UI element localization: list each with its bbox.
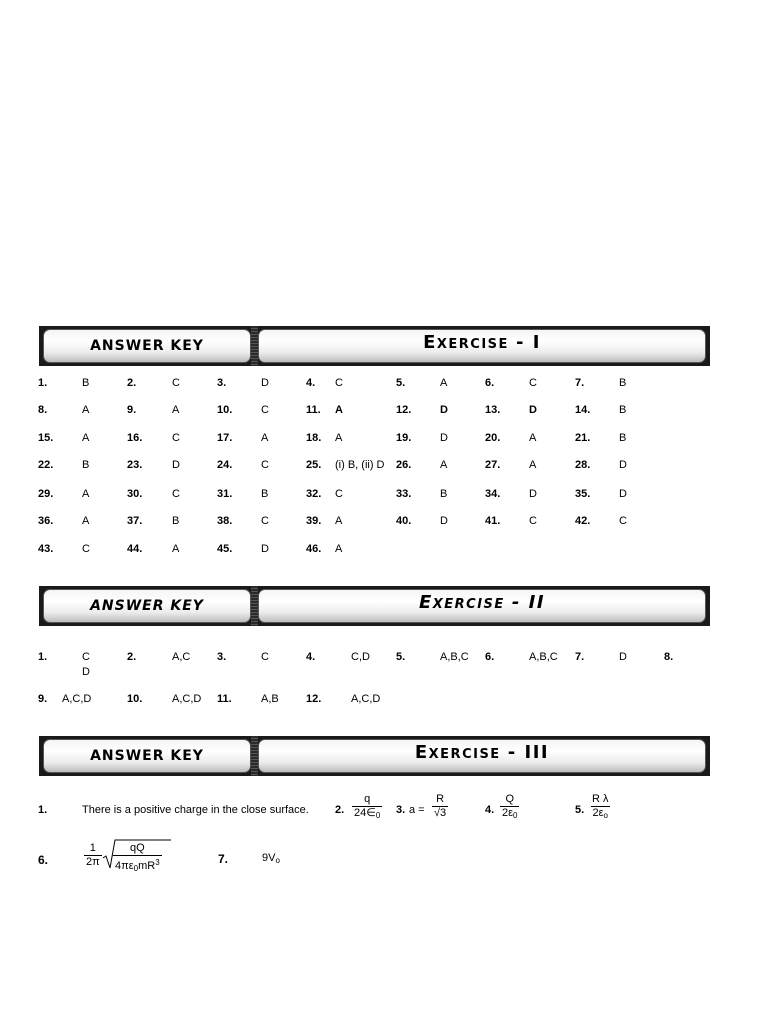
answer-key-label-box bbox=[43, 589, 251, 623]
ex3-q2-number: 2. bbox=[335, 804, 345, 816]
question-number: 45. bbox=[217, 543, 233, 555]
question-number: 24. bbox=[217, 459, 233, 471]
answer-value: B bbox=[619, 404, 627, 416]
question-number: 6. bbox=[485, 651, 495, 663]
answer-value: C bbox=[261, 515, 269, 527]
answer-value: C bbox=[335, 377, 343, 389]
answer-value: A bbox=[82, 432, 90, 444]
question-number: 4. bbox=[306, 651, 316, 663]
answer-value: C bbox=[261, 404, 269, 416]
question-number: 22. bbox=[38, 459, 54, 471]
answer-value: A,C,D bbox=[172, 693, 202, 705]
answer-row bbox=[0, 488, 768, 506]
answer-value: D bbox=[619, 651, 627, 663]
answer-value: A bbox=[335, 543, 343, 555]
answer-value: D bbox=[529, 488, 537, 500]
question-number: 3. bbox=[217, 651, 227, 663]
question-number: 5. bbox=[396, 377, 406, 389]
answer-value: B bbox=[172, 515, 180, 527]
exercise-title: EXERCISE - I bbox=[423, 331, 541, 353]
question-number: 26. bbox=[396, 459, 412, 471]
answer-value: A bbox=[82, 515, 90, 527]
question-number: 40. bbox=[396, 515, 412, 527]
question-number: 6. bbox=[485, 377, 495, 389]
question-number: 21. bbox=[575, 432, 591, 444]
question-number: 13. bbox=[485, 404, 501, 416]
answer-key-label: ANSWER KEY bbox=[90, 338, 204, 354]
answer-value: A bbox=[172, 404, 180, 416]
question-number: 8. bbox=[38, 404, 48, 416]
question-number: 5. bbox=[396, 651, 406, 663]
answer-value: A bbox=[335, 432, 343, 444]
answer-row bbox=[0, 404, 768, 422]
question-number: 2. bbox=[127, 377, 137, 389]
ex3-q3-fraction: $\frac{R}{√3}$ bbox=[434, 793, 447, 819]
answer-value: C bbox=[82, 543, 90, 555]
question-number: 8. bbox=[664, 651, 674, 663]
ex3-q3-number: 3. bbox=[396, 804, 406, 816]
ex3-q7-answer: $9V_o$ bbox=[262, 852, 280, 865]
question-number: 9. bbox=[38, 693, 48, 705]
answer-value: C bbox=[261, 651, 269, 663]
question-number: 28. bbox=[575, 459, 591, 471]
answer-value: A bbox=[82, 404, 90, 416]
question-number: 2. bbox=[127, 651, 137, 663]
answer-value: C bbox=[529, 515, 537, 527]
ex3-q3-prefix: a = bbox=[409, 804, 425, 816]
answer-value: A,B bbox=[261, 693, 279, 705]
question-number: 16. bbox=[127, 432, 143, 444]
question-number: 27. bbox=[485, 459, 501, 471]
answer-row bbox=[0, 432, 768, 450]
question-number: 32. bbox=[306, 488, 322, 500]
answer-value: D bbox=[261, 543, 269, 555]
answer-value: A,C,D bbox=[62, 693, 92, 705]
answer-key-label-box bbox=[43, 329, 251, 363]
question-number: 11. bbox=[306, 404, 321, 416]
answer-key-label: ANSWER KEY bbox=[90, 598, 204, 614]
answer-value: C bbox=[261, 459, 269, 471]
exercise-3-banner bbox=[39, 736, 710, 776]
answer-value: C,D bbox=[351, 651, 370, 663]
ex3-q6-coefficient: $\frac{1}{2\pi}$ bbox=[86, 842, 100, 868]
answer-value: D bbox=[172, 459, 180, 471]
question-number: 43. bbox=[38, 543, 54, 555]
answer-value: B bbox=[440, 488, 448, 500]
question-number: 42. bbox=[575, 515, 591, 527]
exercise-title-box bbox=[258, 589, 706, 623]
answer-row bbox=[0, 543, 768, 561]
question-number: 31. bbox=[217, 488, 233, 500]
question-number: 23. bbox=[127, 459, 143, 471]
question-number: 10. bbox=[127, 693, 143, 705]
answer-value: A,C,D bbox=[351, 693, 381, 705]
exercise-title-box bbox=[258, 739, 706, 773]
question-number: 46. bbox=[306, 543, 322, 555]
ex3-q4-number: 4. bbox=[485, 804, 495, 816]
ex3-q5-fraction: $\frac{\text{R λ}}{2\varepsilon_o}$ bbox=[592, 793, 609, 820]
ex3-q1-answer: There is a positive charge in the close surface. bbox=[82, 804, 309, 816]
answer-value: C bbox=[619, 515, 627, 527]
ex3-q1-number: 1. bbox=[38, 804, 48, 816]
answer-value: A,B,C bbox=[529, 651, 558, 663]
question-number: 3. bbox=[217, 377, 227, 389]
ex3-q7-number: 7. bbox=[218, 852, 229, 866]
question-number: 30. bbox=[127, 488, 143, 500]
question-number: 38. bbox=[217, 515, 233, 527]
answer-key-label-box bbox=[43, 739, 251, 773]
answer-row bbox=[0, 377, 768, 395]
answer-row bbox=[0, 693, 768, 711]
answer-value: (i) B, (ii) D bbox=[335, 459, 385, 471]
question-number: 20. bbox=[485, 432, 501, 444]
question-number: 12. bbox=[396, 404, 412, 416]
question-number: 35. bbox=[575, 488, 591, 500]
answer-value: A bbox=[529, 432, 537, 444]
question-number: 14. bbox=[575, 404, 591, 416]
answer-value: B bbox=[619, 432, 627, 444]
question-number: 36. bbox=[38, 515, 54, 527]
question-number: 44. bbox=[127, 543, 143, 555]
answer-value: A bbox=[261, 432, 269, 444]
question-number: 34. bbox=[485, 488, 501, 500]
answer-value: A bbox=[440, 459, 448, 471]
question-number: 15. bbox=[38, 432, 54, 444]
answer-value: A,C bbox=[172, 651, 191, 663]
answer-value: A,B,C bbox=[440, 651, 469, 663]
question-number: 19. bbox=[396, 432, 412, 444]
answer-value: B bbox=[82, 459, 90, 471]
question-number: 25. bbox=[306, 459, 322, 471]
question-number: 1. bbox=[38, 651, 48, 663]
answer-value: A bbox=[529, 459, 537, 471]
answer-value: D bbox=[619, 488, 627, 500]
answer-value: D bbox=[440, 432, 448, 444]
ex2-q1-extra: D bbox=[82, 666, 90, 678]
answer-value: C bbox=[172, 432, 180, 444]
answer-value: D bbox=[440, 404, 448, 416]
answer-row bbox=[0, 515, 768, 533]
question-number: 33. bbox=[396, 488, 412, 500]
ex3-q4-fraction: $\frac{Q}{2\varepsilon_0}$ bbox=[502, 793, 518, 820]
answer-value: C bbox=[335, 488, 343, 500]
banner-divider bbox=[251, 586, 258, 626]
exercise-title: EXERCISE - II bbox=[418, 591, 546, 613]
question-number: 1. bbox=[38, 377, 48, 389]
ex3-q5-number: 5. bbox=[575, 804, 585, 816]
banner-divider bbox=[251, 736, 258, 776]
question-number: 11. bbox=[217, 693, 232, 705]
ex3-q6-number: 6. bbox=[38, 853, 49, 867]
exercise-1-banner bbox=[39, 326, 710, 366]
answer-value: D bbox=[619, 459, 627, 471]
question-number: 39. bbox=[306, 515, 322, 527]
answer-value: B bbox=[619, 377, 627, 389]
answer-row bbox=[0, 651, 768, 669]
question-number: 10. bbox=[217, 404, 233, 416]
answer-value: A bbox=[335, 515, 343, 527]
answer-value: D bbox=[440, 515, 448, 527]
question-number: 4. bbox=[306, 377, 316, 389]
question-number: 17. bbox=[217, 432, 233, 444]
question-number: 29. bbox=[38, 488, 54, 500]
exercise-title: EXERCISE - III bbox=[414, 741, 550, 763]
answer-value: A bbox=[172, 543, 180, 555]
answer-value: D bbox=[261, 377, 269, 389]
answer-value: C bbox=[529, 377, 537, 389]
answer-value: A bbox=[82, 488, 90, 500]
question-number: 37. bbox=[127, 515, 143, 527]
answer-value: C bbox=[172, 377, 180, 389]
exercise-title-box bbox=[258, 329, 706, 363]
banner-divider bbox=[251, 326, 258, 366]
answer-value: B bbox=[261, 488, 269, 500]
answer-value: D bbox=[529, 404, 537, 416]
question-number: 7. bbox=[575, 377, 585, 389]
question-number: 41. bbox=[485, 515, 501, 527]
ex3-q2-fraction: $\frac{q}{24\in_0}$ bbox=[354, 793, 381, 820]
answer-value: B bbox=[82, 377, 90, 389]
exercise-2-banner bbox=[39, 586, 710, 626]
question-number: 18. bbox=[306, 432, 322, 444]
ex3-q6-radicand: $\frac{qQ}{4\pi\varepsilon_0mR^3}$ bbox=[115, 842, 160, 873]
question-number: 7. bbox=[575, 651, 585, 663]
answer-value: A bbox=[440, 377, 448, 389]
question-number: 12. bbox=[306, 693, 322, 705]
answer-key-label: ANSWER KEY bbox=[90, 748, 204, 764]
answer-value: A bbox=[335, 404, 343, 416]
answer-value: C bbox=[82, 651, 90, 663]
answer-row bbox=[0, 459, 768, 477]
question-number: 9. bbox=[127, 404, 137, 416]
answer-value: C bbox=[172, 488, 180, 500]
